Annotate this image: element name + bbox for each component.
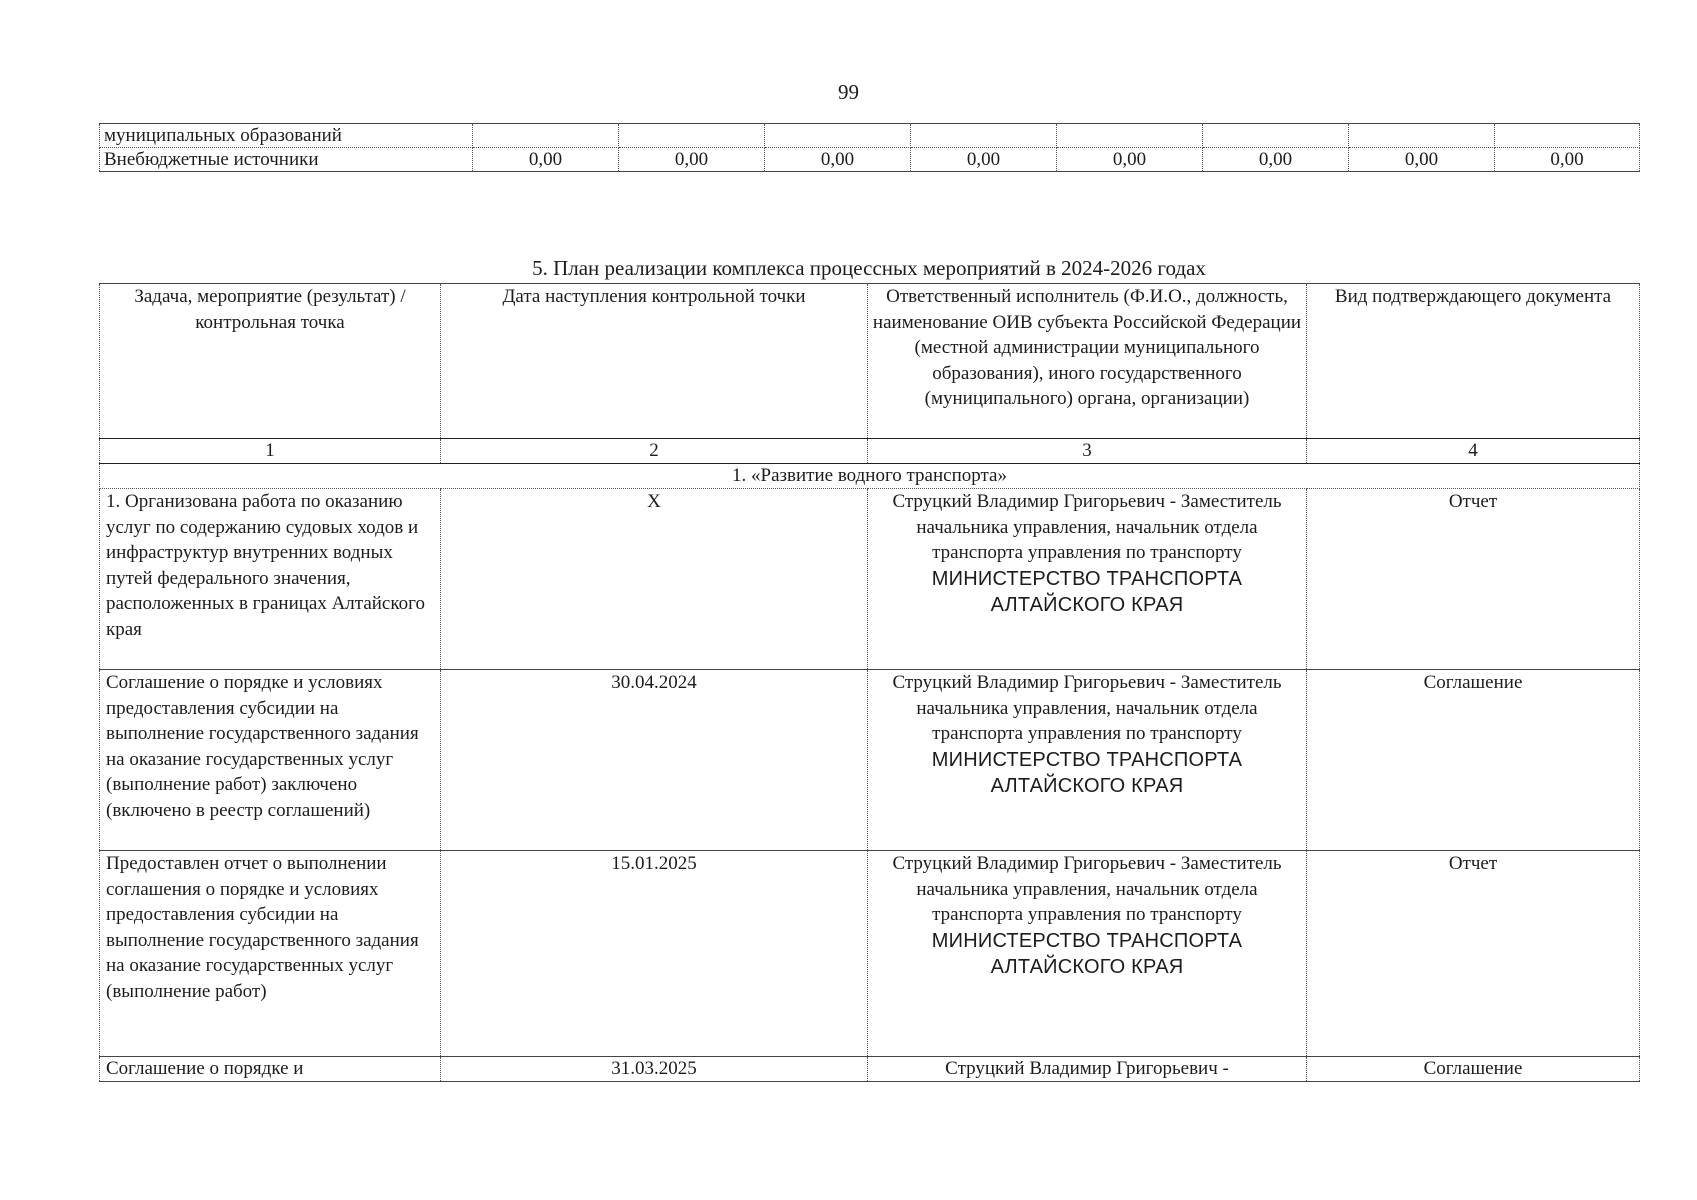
date-cell: X [441, 489, 868, 670]
group-title: 1. «Развитие водного транспорта» [100, 464, 1640, 489]
implementation-plan-table [99, 283, 1640, 1082]
column-number: 1 [100, 439, 441, 464]
table-row [100, 851, 1640, 1057]
column-number: 2 [441, 439, 868, 464]
row-label: муниципальных образований [100, 124, 473, 148]
column-number: 4 [1307, 439, 1640, 464]
value-cell [1057, 124, 1203, 148]
responsible-person: Струцкий Владимир Григорьевич - [945, 1058, 1229, 1079]
document-cell: Отчет [1307, 489, 1640, 670]
value-cell: 0,00 [1495, 148, 1640, 172]
value-cell [1495, 124, 1640, 148]
responsible-cell [868, 489, 1307, 670]
value-cell: 0,00 [1349, 148, 1495, 172]
table-row [100, 124, 1640, 148]
responsible-person: Струцкий Владимир Григорьевич - Заместитель начальника управления, начальник отдела транспорта управления по транспорту [892, 672, 1282, 744]
header-date: Дата наступления контрольной точки [441, 284, 868, 439]
task-cell: 1. Организована работа по оказанию услуг по содержанию судовых ходов и инфраструктур внутренних водных путей федерального значения, расположенных в границах Алтайского края [100, 489, 441, 670]
value-cell: 0,00 [1057, 148, 1203, 172]
responsible-cell [868, 1057, 1307, 1082]
responsible-person: Струцкий Владимир Григорьевич - Заместитель начальника управления, начальник отдела транспорта управления по транспорту [892, 491, 1282, 563]
value-cell [473, 124, 619, 148]
responsible-cell [868, 670, 1307, 851]
value-cell [1349, 124, 1495, 148]
header-document: Вид подтверждающего документа [1307, 284, 1640, 439]
value-cell: 0,00 [1203, 148, 1349, 172]
value-cell [911, 124, 1057, 148]
date-cell: 31.03.2025 [441, 1057, 868, 1082]
value-cell [765, 124, 911, 148]
table-row [100, 489, 1640, 670]
date-cell: 30.04.2024 [441, 670, 868, 851]
header-task: Задача, мероприятие (результат) / контрольная точка [100, 284, 441, 439]
table-row [100, 1057, 1640, 1082]
funding-table-fragment [99, 123, 1640, 172]
responsible-organization: МИНИСТЕРСТВО ТРАНСПОРТА АЛТАЙСКОГО КРАЯ [931, 748, 1243, 797]
page-number: 99 [838, 80, 859, 104]
task-cell: Предоставлен отчет о выполнении соглашения о порядке и условиях предоставления субсидии на выполнение государственного задания на оказание государственных услуг (выполнение работ) [100, 851, 441, 1057]
task-cell: Соглашение о порядке и условиях предоставления субсидии на выполнение государственного задания на оказание государственных услуг (выполнение работ) заключено (включено в реестр соглашений) [100, 670, 441, 851]
value-cell: 0,00 [473, 148, 619, 172]
column-number: 3 [868, 439, 1307, 464]
value-cell: 0,00 [619, 148, 765, 172]
responsible-cell [868, 851, 1307, 1057]
document-cell: Отчет [1307, 851, 1640, 1057]
value-cell [1203, 124, 1349, 148]
task-cell: Соглашение о порядке и [100, 1057, 441, 1082]
group-row [100, 464, 1640, 489]
header-row [100, 284, 1640, 439]
responsible-organization: МИНИСТЕРСТВО ТРАНСПОРТА АЛТАЙСКОГО КРАЯ [931, 929, 1243, 978]
document-cell: Соглашение [1307, 670, 1640, 851]
column-number-row [100, 439, 1640, 464]
responsible-person: Струцкий Владимир Григорьевич - Заместитель начальника управления, начальник отдела транспорта управления по транспорту [892, 853, 1282, 925]
responsible-organization: МИНИСТЕРСТВО ТРАНСПОРТА АЛТАЙСКОГО КРАЯ [931, 567, 1243, 616]
table-row [100, 670, 1640, 851]
value-cell: 0,00 [911, 148, 1057, 172]
document-cell: Соглашение [1307, 1057, 1640, 1082]
section-title: 5. План реализации комплекса процессных мероприятий в 2024-2026 годах [532, 256, 1206, 280]
header-responsible: Ответственный исполнитель (Ф.И.О., должность, наименование ОИВ субъекта Российской Федерации (местной администрации муниципального образования), иного государственного (муниципального) органа, организации) [868, 284, 1307, 439]
date-cell: 15.01.2025 [441, 851, 868, 1057]
table-row [100, 148, 1640, 172]
row-label: Внебюджетные источники [100, 148, 473, 172]
value-cell: 0,00 [765, 148, 911, 172]
value-cell [619, 124, 765, 148]
